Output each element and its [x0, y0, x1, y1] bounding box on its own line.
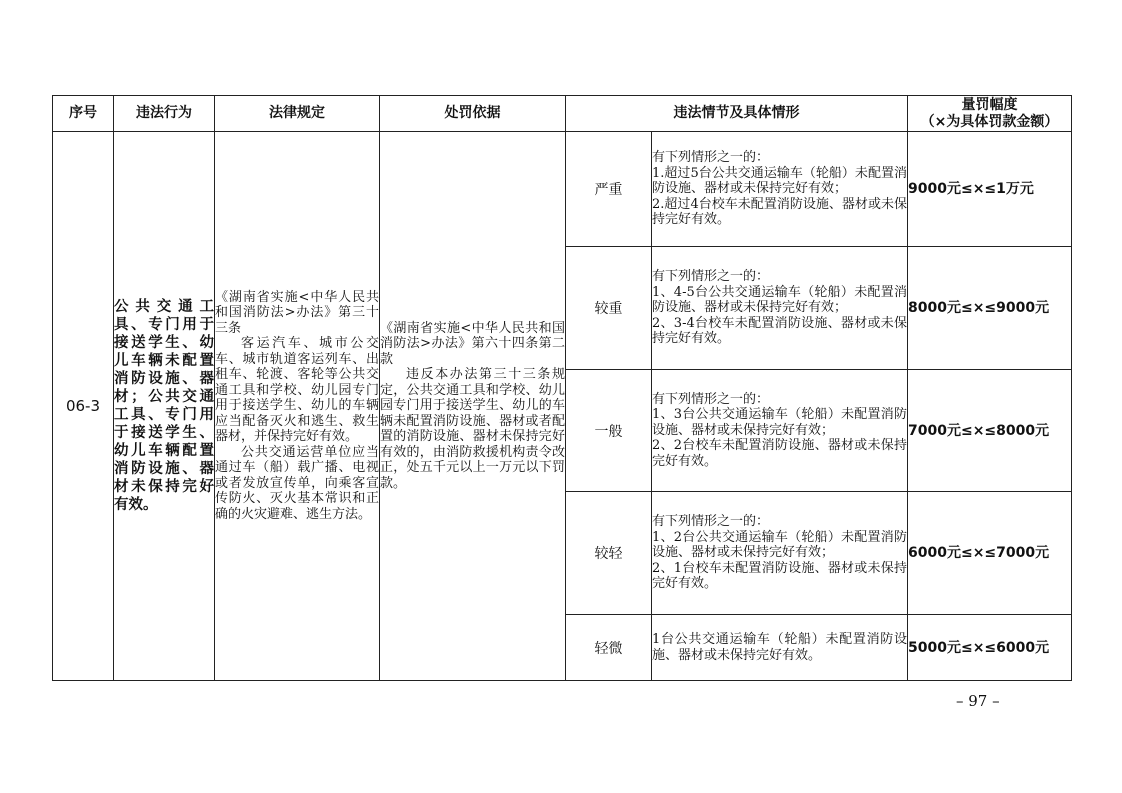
level-detail	[652, 615, 908, 681]
level-range: 5000元≤×≤6000元	[908, 615, 1072, 681]
header-row	[53, 96, 1072, 132]
header-range-line2: （×为具体罚款金额）	[920, 113, 1059, 130]
detail-line: 1、2台公共交通运输车（轮船）未配置消防设施、器材或未保持完好有效；	[652, 529, 907, 561]
level-range: 8000元≤×≤9000元	[908, 247, 1072, 370]
entry-basis	[380, 132, 566, 681]
header-basis: 处罚依据	[380, 96, 566, 132]
header-range	[908, 96, 1072, 132]
table-row	[53, 132, 1072, 247]
level-detail	[652, 370, 908, 492]
header-range-line1: 量罚幅度	[961, 96, 1018, 113]
level-detail	[652, 247, 908, 370]
level-label: 一般	[566, 370, 652, 492]
detail-line: 1、4-5台公共交通运输车（轮船）未配置消防设施、器材或未保持完好有效；	[652, 284, 907, 316]
header-law: 法律规定	[215, 96, 380, 132]
level-label: 轻微	[566, 615, 652, 681]
detail-line: 有下列情形之一的：	[652, 391, 770, 407]
header-code: 序号	[53, 96, 114, 132]
detail-line: 1台公共交通运输车（轮船）未配置消防设施、器材或未保持完好有效。	[652, 632, 907, 663]
level-range: 6000元≤×≤7000元	[908, 492, 1072, 615]
basis-para: 《湖南省实施<中华人民共和国消防法>办法》第六十四条第二款	[380, 320, 565, 367]
law-para: 客运汽车、城市公交车、城市轨道客运列车、出租车、轮渡、客轮等公共交通工具和学校、幼儿园专门用于接送学生、幼儿的车辆应当配备灭火和逃生、救生器材，并保持完好有效。	[215, 336, 379, 445]
entry-law	[215, 132, 380, 681]
law-para: 公共交通运营单位应当通过车（船）载广播、电视或者发放宣传单，向乘客宣传防火、灭火基本常识和正确的火灾避难、逃生方法。	[215, 444, 379, 522]
level-detail	[652, 132, 908, 247]
header-circumstance: 违法情节及具体情形	[566, 96, 908, 132]
level-detail	[652, 492, 908, 615]
detail-line: 1.超过5台公共交通运输车（轮船）未配置消防设施、器材或未保持完好有效；	[652, 165, 907, 197]
header-act: 违法行为	[114, 96, 215, 132]
penalty-table	[52, 95, 1072, 681]
level-range: 7000元≤×≤8000元	[908, 370, 1072, 492]
entry-act: 公共交通工具、专门用于接送学生、幼儿车辆未配置消防设施、器材；公共交通工具、专门用于接送学生、幼儿车辆配置消防设施、器材未保持完好有效。	[114, 132, 215, 681]
detail-line: 1、3台公共交通运输车（轮船）未配置消防设施、器材或未保持完好有效；	[652, 407, 907, 438]
detail-line: 有下列情形之一的：	[652, 269, 770, 285]
detail-line: 2、1台校车未配置消防设施、器材或未保持完好有效。	[652, 560, 907, 592]
detail-line: 2、3-4台校车未配置消防设施、器材或未保持完好有效。	[652, 315, 907, 347]
level-label: 严重	[566, 132, 652, 247]
basis-para: 违反本办法第三十三条规定，公共交通工具和学校、幼儿园专门用于接送学生、幼儿的车辆未配置消防设施、器材或者配置的消防设施、器材未保持完好有效的，由消防救援机构责令改正，处五千元以上一万元以下罚款。	[380, 367, 565, 491]
level-range: 9000元≤×≤1万元	[908, 132, 1072, 247]
level-label: 较轻	[566, 492, 652, 615]
entry-code: 06-3	[53, 132, 114, 681]
detail-line: 2、2台校车未配置消防设施、器材或未保持完好有效。	[652, 438, 907, 469]
law-para: 《湖南省实施<中华人民共和国消防法>办法》第三十三条	[215, 289, 379, 336]
detail-line: 有下列情形之一的：	[652, 150, 770, 166]
page-number: – 97 –	[956, 692, 1000, 710]
detail-line: 有下列情形之一的：	[652, 514, 770, 530]
detail-line: 2.超过4台校车未配置消防设施、器材或未保持完好有效。	[652, 196, 907, 228]
level-label: 较重	[566, 247, 652, 370]
